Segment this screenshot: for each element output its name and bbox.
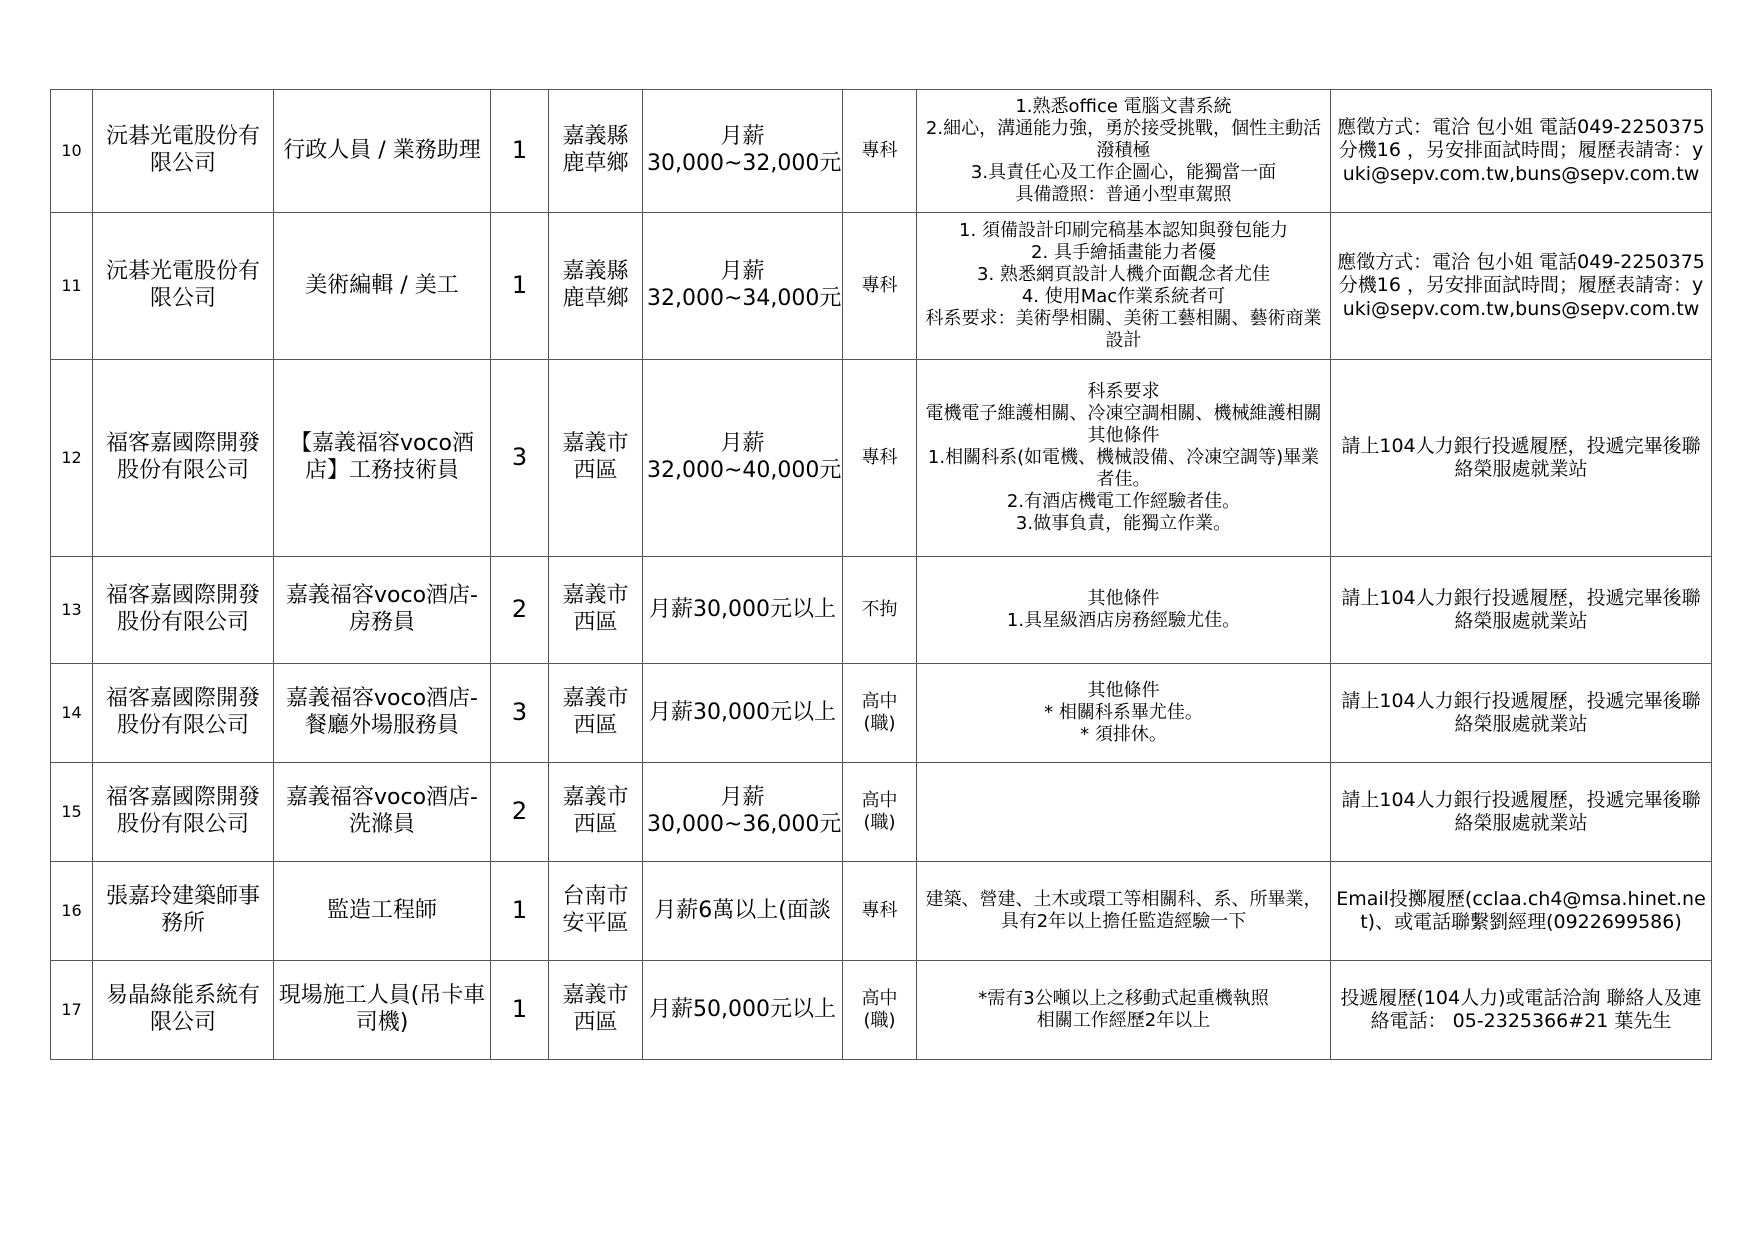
headcount: 2 — [491, 763, 549, 862]
work-location — [549, 213, 643, 360]
job-title: 嘉義福容voco酒店-房務員 — [274, 557, 491, 664]
work-location — [549, 862, 643, 961]
requirement-line: 科系要求 — [1087, 381, 1160, 403]
education-line: 高中 — [861, 988, 898, 1010]
requirements-list — [921, 96, 1326, 206]
location-line: 西區 — [573, 812, 618, 837]
salary-line: 月薪 — [720, 259, 765, 285]
requirement-line: 具備證照：普通小型車駕照 — [1015, 183, 1232, 205]
salary — [643, 90, 843, 213]
row-number: 14 — [51, 664, 93, 763]
education-level — [843, 213, 917, 360]
requirement-line: 1. 須備設計印刷完稿基本認知與發包能力 — [959, 220, 1288, 242]
company-name: 易晶綠能系統有限公司 — [93, 961, 274, 1060]
job-title: 現場施工人員(吊卡車司機) — [274, 961, 491, 1060]
job-requirements — [917, 763, 1331, 862]
location-line: 嘉義縣 — [562, 259, 629, 285]
requirement-line: * 相關科系畢尤佳。 — [1044, 702, 1203, 724]
work-location — [549, 763, 643, 862]
requirement-line: 其他條件 — [1087, 588, 1160, 610]
education-level — [843, 90, 917, 213]
salary-line: 月薪30,000元以上 — [649, 596, 836, 622]
job-requirements — [917, 213, 1331, 360]
table-row — [51, 763, 1712, 862]
application-method: 請上104人力銀行投遞履歷，投遞完畢後聯絡榮服處就業站 — [1331, 763, 1712, 862]
row-number: 11 — [51, 213, 93, 360]
salary — [643, 213, 843, 360]
salary-line: 月薪 — [720, 124, 765, 150]
company-name: 張嘉玲建築師事務所 — [93, 862, 274, 961]
application-method: Email投擲履歷(cclaa.ch4@msa.hinet.net)、或電話聯繫劉經理(0922699586) — [1331, 862, 1712, 961]
work-location — [549, 90, 643, 213]
job-title: 監造工程師 — [274, 862, 491, 961]
education-line: (職) — [863, 713, 896, 734]
job-rows — [51, 90, 1712, 1060]
table-row — [51, 664, 1712, 763]
requirement-line: * 須排休。 — [1080, 723, 1167, 745]
location-line: 嘉義市 — [562, 785, 629, 811]
requirement-line: 2. 具手繪插畫能力者優 — [1031, 242, 1216, 264]
requirement-line: 2.細心，溝通能力強，勇於接受挑戰，個性主動活潑積極 — [925, 118, 1322, 162]
application-method: 應徵方式：電洽 包小姐 電話049-2250375 分機16 ，另安排面試時間；履歷表請寄：yuki@sepv.com.tw,buns@sepv.com.tw — [1331, 213, 1712, 360]
salary-line: 月薪 — [720, 431, 765, 457]
headcount: 3 — [491, 360, 549, 557]
headcount: 2 — [491, 557, 549, 664]
work-location — [549, 664, 643, 763]
row-number: 12 — [51, 360, 93, 557]
application-method: 投遞履歷(104人力)或電話洽詢 聯絡人及連絡電話： 05-2325366#21 葉先生 — [1331, 961, 1712, 1060]
requirement-line: 建築、營建、土木或環工等相關科、系、所畢業，具有2年以上擔任監造經驗一下 — [925, 889, 1322, 932]
location-line: 西區 — [573, 610, 618, 635]
salary-line: 30,000~32,000元 — [647, 151, 842, 176]
requirements-list — [921, 988, 1326, 1032]
company-name: 福客嘉國際開發股份有限公司 — [93, 664, 274, 763]
requirement-line: 1.熟悉office 電腦文書系統 — [1015, 96, 1232, 118]
salary-line: 月薪 — [720, 785, 765, 811]
requirement-line: 3.做事負責，能獨立作業。 — [1015, 512, 1232, 534]
education-line: (職) — [863, 1010, 896, 1031]
company-name: 福客嘉國際開發股份有限公司 — [93, 763, 274, 862]
requirements-list — [921, 680, 1326, 746]
salary-line: 32,000~40,000元 — [647, 458, 842, 483]
row-number: 15 — [51, 763, 93, 862]
salary — [643, 557, 843, 664]
requirement-line: 其他條件 — [1087, 680, 1160, 702]
requirements-list — [921, 381, 1326, 535]
job-requirements — [917, 664, 1331, 763]
salary — [643, 961, 843, 1060]
table-row — [51, 213, 1712, 360]
salary — [643, 862, 843, 961]
education-level — [843, 664, 917, 763]
location-line: 嘉義市 — [562, 583, 629, 609]
table-row — [51, 557, 1712, 664]
education-line: 專科 — [861, 447, 898, 469]
location-line: 台南市 — [562, 884, 629, 910]
education-line: 不拘 — [861, 599, 898, 621]
requirement-line: 科系要求：美術學相關、美術工藝相關、藝術商業設計 — [925, 307, 1322, 351]
table-row — [51, 961, 1712, 1060]
work-location — [549, 360, 643, 557]
requirement-line: 2.有酒店機電工作經驗者佳。 — [1006, 490, 1241, 512]
application-method: 請上104人力銀行投遞履歷，投遞完畢後聯絡榮服處就業站 — [1331, 557, 1712, 664]
requirements-list — [921, 220, 1326, 352]
location-line: 嘉義市 — [562, 686, 629, 712]
location-line: 嘉義市 — [562, 431, 629, 457]
location-line: 西區 — [573, 713, 618, 738]
location-line: 西區 — [573, 1010, 618, 1035]
salary — [643, 763, 843, 862]
requirement-line: 4. 使用Mac作業系統者可 — [1021, 286, 1226, 307]
work-location — [549, 961, 643, 1060]
requirement-line: *需有3公噸以上之移動式起重機執照 — [978, 988, 1269, 1010]
salary — [643, 664, 843, 763]
salary — [643, 360, 843, 557]
salary-line: 月薪6萬以上(面談 — [654, 897, 831, 923]
company-name: 福客嘉國際開發股份有限公司 — [93, 360, 274, 557]
application-method: 請上104人力銀行投遞履歷，投遞完畢後聯絡榮服處就業站 — [1331, 360, 1712, 557]
education-level — [843, 862, 917, 961]
education-line: 高中 — [861, 691, 898, 713]
education-level — [843, 557, 917, 664]
requirement-line: 3.具責任心及工作企圖心，能獨當一面 — [970, 161, 1277, 183]
requirement-line: 相關工作經歷2年以上 — [1036, 1010, 1211, 1031]
education-level — [843, 763, 917, 862]
row-number: 10 — [51, 90, 93, 213]
education-line: 專科 — [861, 140, 898, 162]
requirements-list — [921, 889, 1326, 933]
salary-line: 32,000~34,000元 — [647, 286, 842, 311]
table-row — [51, 862, 1712, 961]
headcount: 1 — [491, 213, 549, 360]
application-method: 應徵方式：電洽 包小姐 電話049-2250375 分機16 ，另安排面試時間；履歷表請寄：yuki@sepv.com.tw,buns@sepv.com.tw — [1331, 90, 1712, 213]
table-row — [51, 90, 1712, 213]
salary-line: 月薪50,000元以上 — [649, 996, 836, 1022]
location-line: 嘉義市 — [562, 983, 629, 1009]
job-title: 嘉義福容voco酒店-洗滌員 — [274, 763, 491, 862]
education-level — [843, 360, 917, 557]
requirement-line: 1.具星級酒店房務經驗尤佳。 — [1006, 610, 1241, 631]
education-line: (職) — [863, 812, 896, 833]
requirement-line: 電機電子維護相關、冷凍空調相關、機械維護相關 — [925, 403, 1322, 425]
education-line: 專科 — [861, 275, 898, 297]
location-line: 鹿草鄉 — [562, 151, 629, 176]
headcount: 1 — [491, 862, 549, 961]
row-number: 16 — [51, 862, 93, 961]
row-number: 17 — [51, 961, 93, 1060]
application-method: 請上104人力銀行投遞履歷，投遞完畢後聯絡榮服處就業站 — [1331, 664, 1712, 763]
education-line: 高中 — [861, 790, 898, 812]
job-requirements — [917, 360, 1331, 557]
job-title: 嘉義福容voco酒店-餐廳外場服務員 — [274, 664, 491, 763]
job-requirements — [917, 862, 1331, 961]
job-requirements — [917, 961, 1331, 1060]
education-level — [843, 961, 917, 1060]
requirements-list — [921, 588, 1326, 632]
location-line: 西區 — [573, 458, 618, 483]
location-line: 鹿草鄉 — [562, 286, 629, 311]
company-name: 沅碁光電股份有限公司 — [93, 90, 274, 213]
requirement-line: 1.相關科系(如電機、機械設備、冷凍空調等)畢業者佳。 — [927, 447, 1320, 490]
requirement-line: 3. 熟悉網頁設計人機介面觀念者尤佳 — [977, 264, 1270, 286]
table-row — [51, 360, 1712, 557]
location-line: 安平區 — [562, 911, 629, 936]
job-requirements — [917, 557, 1331, 664]
salary-line: 月薪30,000元以上 — [649, 699, 836, 725]
location-line: 嘉義縣 — [562, 124, 629, 150]
job-title: 行政人員 / 業務助理 — [274, 90, 491, 213]
headcount: 1 — [491, 961, 549, 1060]
job-title: 【嘉義福容voco酒店】工務技術員 — [274, 360, 491, 557]
row-number: 13 — [51, 557, 93, 664]
requirement-line: 其他條件 — [1087, 425, 1160, 447]
work-location — [549, 557, 643, 664]
company-name: 沅碁光電股份有限公司 — [93, 213, 274, 360]
company-name: 福客嘉國際開發股份有限公司 — [93, 557, 274, 664]
headcount: 3 — [491, 664, 549, 763]
job-title: 美術編輯 / 美工 — [274, 213, 491, 360]
salary-line: 30,000~36,000元 — [647, 812, 842, 837]
headcount: 1 — [491, 90, 549, 213]
job-requirements — [917, 90, 1331, 213]
education-line: 專科 — [861, 900, 898, 922]
job-listing-table — [50, 89, 1712, 1060]
